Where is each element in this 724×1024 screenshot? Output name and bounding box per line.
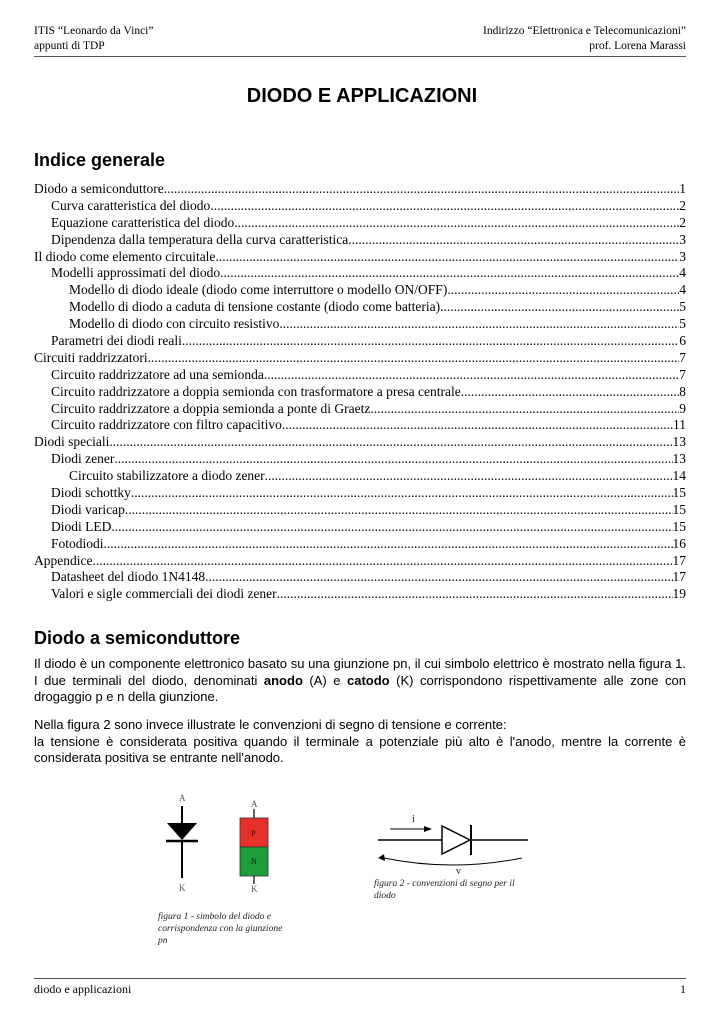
toc-entry-title: Equazione caratteristica del diodo (51, 214, 235, 230)
toc-entry[interactable] (34, 485, 686, 502)
toc-entry[interactable] (34, 468, 686, 485)
figure-1-caption: figura 1 - simbolo del diodo e corrispondenza con la giunzione pn (158, 912, 283, 946)
page-header (34, 24, 686, 57)
diode-triangle-outline (442, 826, 470, 854)
toc-leader-dots (279, 316, 679, 333)
current-arrow-head (424, 826, 432, 832)
header-right (483, 24, 686, 54)
toc-entry-page: 15 (672, 518, 686, 534)
paragraph-conventions (34, 717, 686, 767)
term-catodo: catodo (347, 672, 390, 688)
toc-entry[interactable] (34, 299, 686, 316)
toc-entry-page: 16 (672, 535, 686, 551)
footer-title: diodo e applicazioni (34, 982, 132, 996)
toc-entry-title: Modello di diodo ideale (diodo come interruttore o modello ON/OFF) (69, 282, 448, 298)
toc-leader-dots (234, 215, 679, 232)
toc-leader-dots (440, 299, 679, 316)
label-voltage: v (456, 866, 461, 877)
toc-entry[interactable] (34, 232, 686, 249)
toc-entry-title: Modello di diodo a caduta di tensione costante (diodo come batteria) (69, 299, 441, 315)
toc-entry[interactable] (34, 586, 686, 603)
toc-entry-title: Diodi zener (51, 451, 115, 467)
toc-leader-dots (104, 536, 673, 553)
figure-2-caption: figura 2 - convenzioni di segno per il diodo (374, 879, 515, 901)
toc-entry[interactable] (34, 350, 686, 367)
toc-leader-dots (205, 569, 672, 586)
toc-leader-dots (148, 350, 680, 367)
toc-entry[interactable] (34, 536, 686, 553)
toc-entry[interactable] (34, 451, 686, 468)
label-current: i (412, 814, 415, 825)
toc-entry-page: 11 (673, 417, 686, 433)
toc-entry-page: 6 (679, 333, 686, 349)
toc-entry[interactable] (34, 215, 686, 232)
toc-entry[interactable] (34, 265, 686, 282)
toc-entry-page: 17 (672, 552, 686, 568)
paragraph-text: (K) corrispondono rispettivamente alle zone con drogaggio p e n della giunzione. (34, 672, 686, 705)
toc-entry[interactable] (34, 333, 686, 350)
document-title: DIODO E APPLICAZIONI (246, 85, 478, 107)
page-number: 1 (680, 982, 686, 996)
toc-entry-page: 19 (672, 586, 686, 602)
toc-entry-page: 7 (679, 349, 686, 365)
paragraph-intro (34, 656, 686, 706)
toc-entry[interactable] (34, 519, 686, 536)
toc-entry-title: Diodi varicap (51, 501, 125, 517)
toc-entry-title: Circuito stabilizzatore a diodo zener (69, 468, 265, 484)
paragraph-text: Il diodo è un componente elettronico basato su una giunzione pn, il cui simbolo elettrico è mostrato nella figura 1. I due terminali del diodo, denominati (34, 656, 686, 688)
toc-leader-dots (114, 451, 672, 468)
toc-leader-dots (370, 401, 679, 418)
figure-2-sign-conventions (372, 808, 537, 878)
toc-entry-title: Diodi LED (51, 518, 112, 534)
paragraph-text: (A) e (302, 672, 347, 688)
toc-leader-dots (265, 468, 673, 485)
toc-entry[interactable] (34, 401, 686, 418)
school-name: ITIS “Leonardo da Vinci” (34, 25, 154, 37)
toc-leader-dots (131, 485, 673, 502)
toc-entry-title: Parametri dei diodi reali (51, 333, 182, 349)
toc-leader-dots (215, 249, 679, 266)
figure-1-diode-symbol (150, 790, 290, 900)
toc-entry-page: 14 (672, 468, 686, 484)
paragraph-text: la tensione è considerata positiva quando il terminale a potenziale più alto è l'anodo, mentre la corrente è considerata positiva se entrante nell'anodo. (34, 733, 686, 766)
toc-entry[interactable] (34, 434, 686, 451)
toc-entry-page: 5 (679, 299, 686, 315)
toc-entry-title: Il diodo come elemento circuitale (34, 248, 216, 264)
toc-entry-title: Valori e sigle commerciali dei diodi zener (51, 586, 277, 602)
toc-entry-page: 3 (679, 248, 686, 264)
toc-entry-title: Circuiti raddrizzatori (34, 349, 148, 365)
toc-entry-page: 13 (672, 434, 686, 450)
course-name: appunti di TDP (34, 40, 105, 52)
toc-entry[interactable] (34, 569, 686, 586)
toc-leader-dots (125, 502, 673, 519)
label-p: P (251, 829, 256, 838)
toc-entry-title: Datasheet del diodo 1N4148 (51, 569, 206, 585)
toc-entry-page: 15 (672, 485, 686, 501)
toc-entry[interactable] (34, 553, 686, 570)
toc-entry-title: Fotodiodi (51, 535, 104, 551)
toc-leader-dots (109, 434, 672, 451)
toc-entry[interactable] (34, 316, 686, 333)
toc-leader-dots (461, 384, 680, 401)
label-cathode-junction: K (251, 884, 258, 894)
toc-entry-page: 5 (679, 316, 686, 332)
toc-entry-title: Modelli approssimati del diodo (51, 265, 221, 281)
toc-entry-page: 2 (679, 197, 686, 213)
toc-entry-page: 9 (679, 400, 686, 416)
toc-leader-dots (210, 198, 679, 215)
toc-entry-page: 4 (679, 265, 686, 281)
author-name: prof. Lorena Marassi (589, 40, 686, 52)
term-anodo: anodo (263, 672, 303, 688)
toc-entry-page: 15 (672, 501, 686, 517)
toc-leader-dots (264, 367, 679, 384)
voltage-arc (384, 858, 522, 865)
toc-entry[interactable] (34, 181, 686, 198)
toc-leader-dots (282, 417, 673, 434)
header-left (34, 24, 153, 54)
toc-entry-page: 2 (679, 214, 686, 230)
toc-entry[interactable] (34, 367, 686, 384)
toc-entry-title: Diodo a semiconduttore (34, 181, 164, 196)
toc-leader-dots (182, 333, 679, 350)
toc-entry[interactable] (34, 282, 686, 299)
toc-entry-title: Circuito raddrizzatore con filtro capacitivo (51, 417, 282, 433)
toc-heading: Indice generale (34, 150, 166, 170)
diode-triangle (167, 823, 197, 840)
toc-entry-page: 1 (679, 181, 686, 196)
toc-entry-title: Circuito raddrizzatore a doppia semionda a ponte di Graetz (51, 400, 371, 416)
toc-entry-title: Curva caratteristica del diodo (51, 197, 211, 213)
toc-entry-title: Diodi speciali (34, 434, 110, 450)
section-title: Diodo a semiconduttore (34, 628, 241, 648)
toc-entry[interactable] (34, 249, 686, 266)
toc-entry-title: Appendice (34, 552, 93, 568)
toc-entry-page: 3 (679, 231, 686, 247)
toc-leader-dots (277, 586, 673, 603)
toc-entry-page: 8 (679, 383, 686, 399)
toc-entry-title: Modello di diodo con circuito resistivo (69, 316, 280, 332)
toc-leader-dots (348, 232, 679, 249)
toc-entry-title: Dipendenza dalla temperatura della curva caratteristica (51, 231, 349, 247)
toc-entry-page: 17 (672, 569, 686, 585)
department-name: Indirizzo “Elettronica e Telecomunicazioni” (482, 25, 686, 37)
toc-leader-dots (111, 519, 672, 536)
toc-leader-dots (447, 282, 679, 299)
toc-entry-page: 7 (679, 366, 686, 382)
label-n: N (251, 857, 257, 866)
label-anode-junction: A (251, 799, 258, 809)
page-footer (34, 978, 686, 997)
table-of-contents (34, 181, 686, 603)
toc-entry-title: Diodi schottky (51, 485, 131, 501)
toc-entry[interactable] (34, 417, 686, 434)
paragraph-text: Nella figura 2 sono invece illustrate le convenzioni di segno di tensione e corrente: (34, 717, 507, 732)
toc-entry[interactable] (34, 198, 686, 215)
toc-leader-dots (92, 553, 672, 570)
toc-entry-page: 4 (679, 282, 686, 298)
toc-entry-title: Circuito raddrizzatore a doppia semionda con trasformatore a presa centrale (51, 383, 461, 399)
label-anode: A (179, 793, 186, 803)
toc-entry-title: Circuito raddrizzatore ad una semionda (51, 366, 264, 382)
toc-entry[interactable] (34, 502, 686, 519)
label-cathode: K (179, 883, 186, 893)
toc-leader-dots (164, 181, 680, 198)
toc-entry[interactable] (34, 384, 686, 401)
toc-leader-dots (220, 265, 679, 282)
toc-entry-page: 13 (672, 451, 686, 467)
voltage-arrow-head (378, 854, 385, 861)
